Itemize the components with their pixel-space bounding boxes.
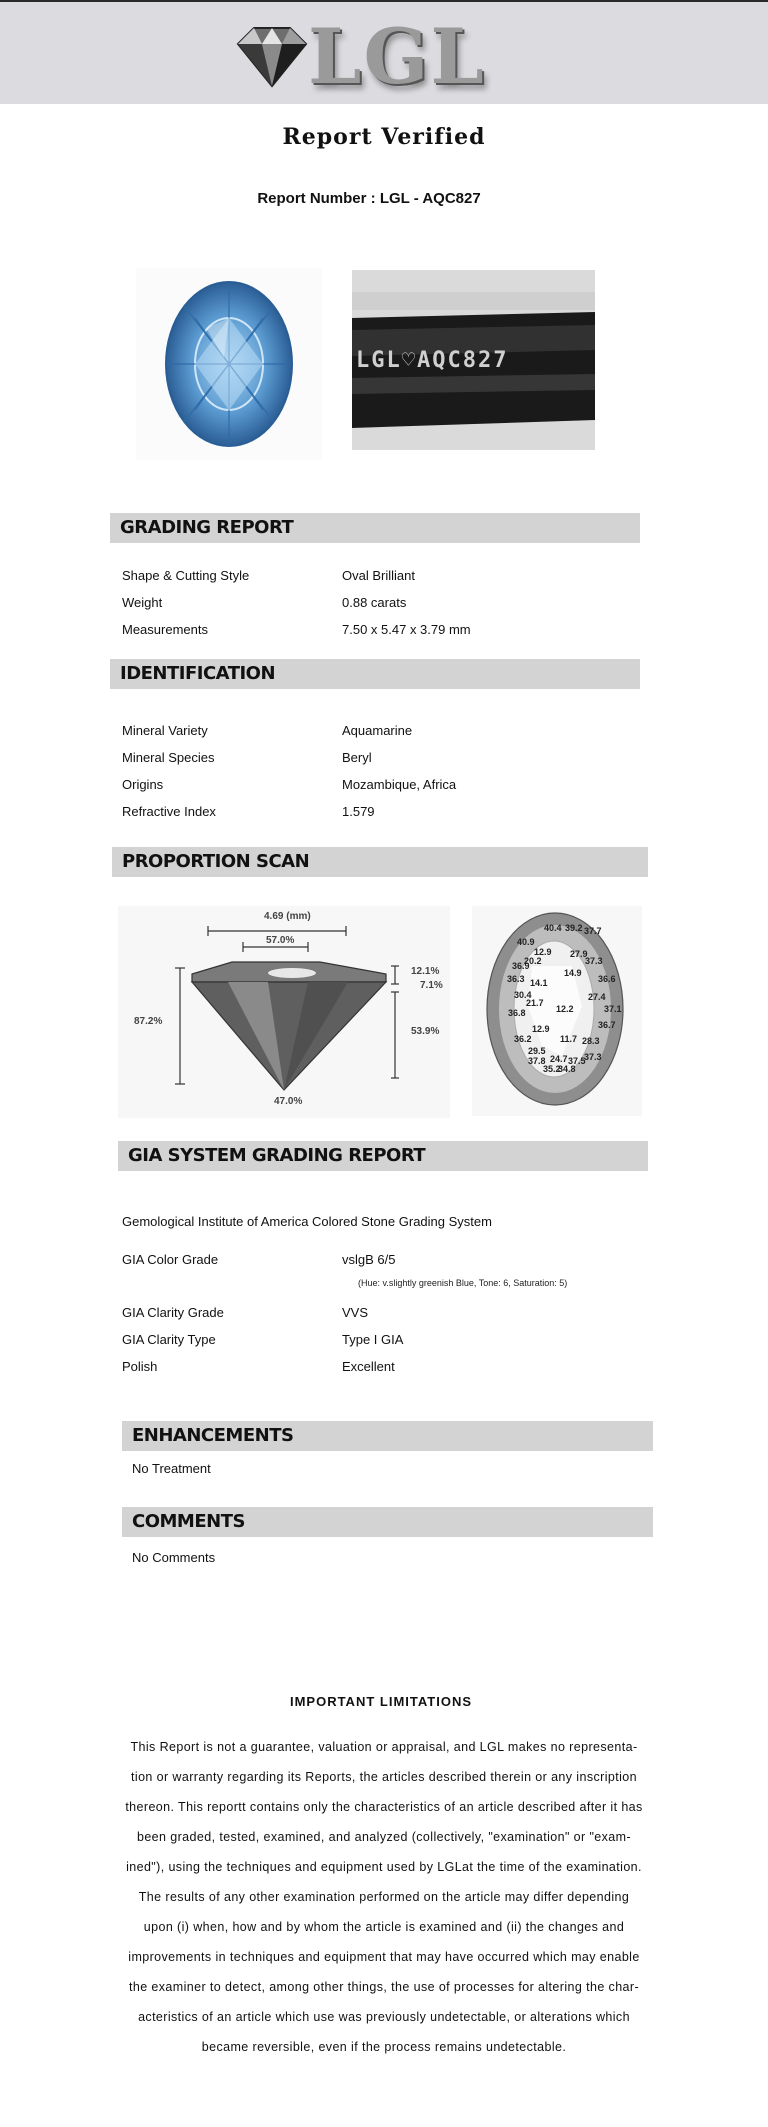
page-title: Report Verified (282, 124, 486, 150)
limitation-line: the examiner to detect, among other things, the use of processes for altering the char- (128, 1980, 640, 1994)
gemstone-photo (136, 268, 322, 460)
row-value: Excellent (342, 1359, 395, 1374)
limitation-line: acteristics of an article which use was previously undetectable, or alterations which (138, 2010, 630, 2024)
comments-heading: COMMENTS (122, 1507, 653, 1537)
top-view-value: 36.8 (508, 1008, 526, 1018)
top-view-value: 35.2 (543, 1064, 561, 1074)
top-view-value: 12.9 (534, 947, 552, 957)
top-view-value: 11.7 (560, 1034, 578, 1044)
proportion-scan-heading: PROPORTION SCAN (112, 847, 648, 877)
enhancements-text: No Treatment (132, 1461, 211, 1476)
row-value: 0.88 carats (342, 595, 407, 610)
identification-heading: IDENTIFICATION (110, 659, 640, 689)
row-value: vslgB 6/5 (342, 1252, 396, 1267)
top-view-value: 27.4 (588, 992, 606, 1002)
top-view-value: 40.4 (544, 923, 562, 933)
diamond-icon (232, 22, 312, 92)
top-view-value: 36.9 (512, 961, 530, 971)
top-view-value: 37.7 (584, 926, 602, 936)
enhancements-heading: ENHANCEMENTS (122, 1421, 653, 1451)
grading-report-heading: GRADING REPORT (110, 513, 640, 543)
profile-crown-label: 12.1% (411, 966, 440, 977)
profile-depth-label: 87.2% (134, 1016, 163, 1027)
row-label: Shape & Cutting Style (122, 568, 250, 583)
top-view-value: 12.2 (556, 1004, 574, 1014)
limitation-line: upon (i) when, how and by whom the article is examined and (ii) the changes and (143, 1920, 625, 1934)
lgl-logo (232, 12, 494, 101)
limitation-line: became reversible, even if the process remains undetectable. (201, 2040, 567, 2054)
top-view-value: 39.2 (565, 923, 583, 933)
top-view-value: 27.9 (570, 949, 588, 959)
row-value: Oval Brilliant (342, 568, 415, 583)
row-label: GIA Clarity Grade (122, 1305, 224, 1320)
top-view-value: 37.1 (604, 1004, 622, 1014)
row-value: 7.50 x 5.47 x 3.79 mm (342, 622, 471, 637)
row-label: GIA Clarity Type (122, 1332, 216, 1347)
limitation-line: This Report is not a guarantee, valuation or appraisal, and LGL makes no representa- (130, 1740, 638, 1754)
profile-pavilion-label: 53.9% (411, 1026, 440, 1037)
gia-intro: Gemological Institute of America Colored Stone Grading System (122, 1214, 492, 1229)
profile-culet-label: 47.0% (274, 1096, 303, 1107)
top-view-value: 29.5 (528, 1046, 546, 1056)
gia-report-heading: GIA SYSTEM GRADING REPORT (118, 1141, 648, 1171)
row-label: Polish (122, 1359, 158, 1374)
limitations-heading: IMPORTANT LIMITATIONS (289, 1694, 473, 1709)
limitation-line: been graded, tested, examined, and analyzed (collectively, "examination" or "exam- (136, 1830, 632, 1844)
top-view-value: 37.8 (528, 1056, 546, 1066)
header-banner (0, 2, 768, 104)
top-view-value: 36.3 (507, 974, 525, 984)
limitation-line: thereon. This reportt contains only the characteristics of an article described after it has (125, 1800, 643, 1814)
top-view-value: 40.9 (517, 937, 535, 947)
top-view-value: 36.7 (598, 1020, 616, 1030)
inscription-photo (352, 270, 595, 450)
limitation-line: improvements in techniques and equipment that may have occurred which may enable (128, 1950, 640, 1964)
row-value: Beryl (342, 750, 372, 765)
profile-width-label: 4.69 (mm) (264, 911, 311, 922)
top-view-value: 37.3 (585, 956, 603, 966)
top-view-value: 14.1 (530, 978, 548, 988)
top-view-value: 21.7 (526, 998, 544, 1008)
top-view-value: 37.5 (568, 1056, 586, 1066)
top-view-value: 36.2 (514, 1034, 532, 1044)
inscription-text: LGL♡AQC827 (356, 348, 509, 373)
limitation-line: ined"), using the techniques and equipment used by LGLat the time of the examination. (126, 1860, 642, 1874)
row-value: Aquamarine (342, 723, 413, 738)
logo-text: LGL (308, 12, 486, 101)
row-value: 1.579 (342, 804, 375, 819)
top-view-value: 24.7 (550, 1054, 568, 1064)
row-label: Weight (122, 595, 163, 610)
row-label: Mineral Variety (122, 723, 208, 738)
row-value: Type I GIA (342, 1332, 404, 1347)
proportion-profile-diagram (118, 906, 450, 1118)
report-number: Report Number : LGL - AQC827 (257, 190, 481, 207)
color-grade-note: (Hue: v.slightly greenish Blue, Tone: 6, Saturation: 5) (358, 1278, 568, 1288)
proportion-top-view-diagram (472, 906, 642, 1116)
top-view-value: 20.2 (524, 956, 542, 966)
row-label: GIA Color Grade (122, 1252, 219, 1267)
profile-girdle-label: 7.1% (420, 980, 443, 991)
top-view-value: 34.8 (558, 1064, 576, 1074)
profile-table-label: 57.0% (266, 935, 295, 946)
row-label: Mineral Species (122, 750, 215, 765)
top-view-value: 36.6 (598, 974, 616, 984)
row-label: Origins (122, 777, 164, 792)
row-label: Measurements (122, 622, 208, 637)
top-view-value: 12.9 (532, 1024, 550, 1034)
limitation-line: tion or warranty regarding its Reports, the articles described therein or any inscription (131, 1770, 637, 1784)
comments-text: No Comments (132, 1550, 216, 1565)
row-value: VVS (342, 1305, 369, 1320)
limitation-line: The results of any other examination performed on the article may differ depending (138, 1890, 630, 1904)
top-view-value: 30.4 (514, 990, 532, 1000)
top-view-value: 37.3 (584, 1052, 602, 1062)
top-view-value: 14.9 (564, 968, 582, 978)
row-label: Refractive Index (122, 804, 216, 819)
row-value: Mozambique, Africa (342, 777, 457, 792)
top-view-value: 28.3 (582, 1036, 600, 1046)
